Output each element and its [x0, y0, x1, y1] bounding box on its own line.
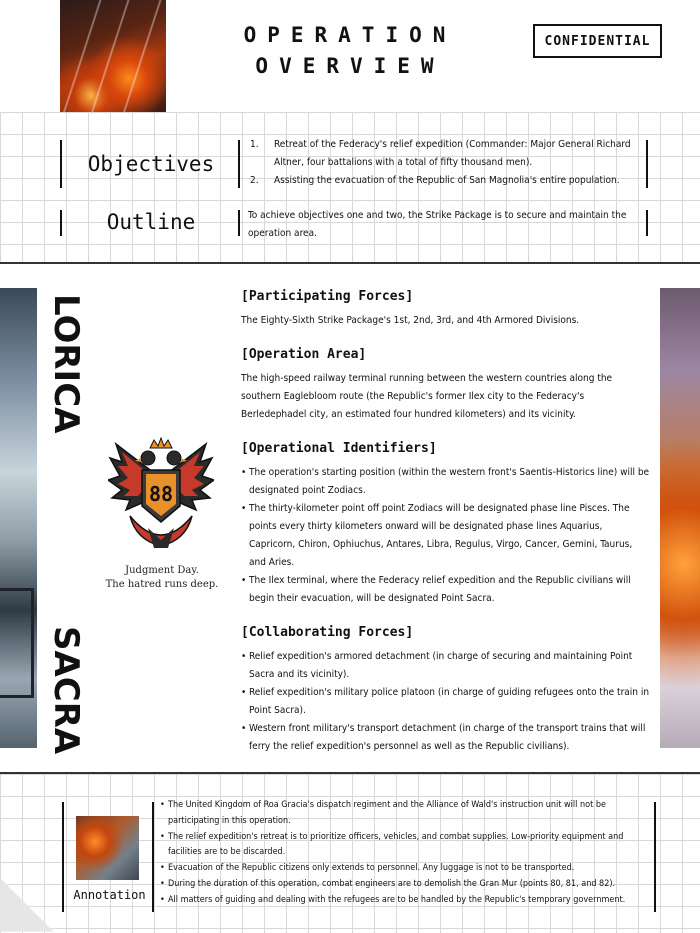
list-item-text: The United Kingdom of Roa Gracia's dispatch regiment and the Alliance of Wald's instruction unit will not be participating in this operation.: [168, 800, 606, 826]
battle-artwork-image: [660, 288, 700, 748]
list-item: • The thirty-kilometer point off point Zodiacs will be designated phase line Pisces. The points every thirty kilometers onward will be designated phase lines Aquarius, Capricorn, Chiron, Ophiuchus, Antares, Libra, Regulus, Virgo, Cancer, Gemini, Taurus, and Aries.: [241, 500, 651, 572]
list-item: • During the duration of this operation, combat engineers are to demolish the Gran Mur (points 80, 81, and 82).: [160, 877, 650, 893]
objective-text: Assisting the evacuation of the Republic of San Magnolia's entire population.: [274, 175, 620, 186]
operation-area-block: [241, 346, 651, 424]
divider-bar: [60, 210, 62, 236]
divider-bar: [238, 210, 240, 236]
divider-bar: [646, 140, 648, 188]
divider-bar: [60, 140, 62, 188]
annotation-list: [160, 798, 650, 909]
list-item: • Relief expedition's military police platoon (in charge of guiding refugees onto the train in Point Sacra).: [241, 684, 651, 720]
objective-number: 2.: [250, 175, 259, 186]
collaborating-forces-block: [241, 624, 651, 756]
list-item-text: Evacuation of the Republic citizens only extends to personnel. Any luggage is not to be transported.: [168, 863, 575, 874]
title-line-1: OPERATION: [243, 23, 457, 47]
operational-identifiers-heading: [Operational Identifiers]: [241, 441, 437, 456]
participating-forces-heading: [Participating Forces]: [241, 289, 414, 304]
emblem-caption-line: Judgment Day.: [125, 565, 199, 576]
list-item-text: All matters of guiding and dealing with the refugees are to be handled by the Republic's temporary government.: [168, 894, 626, 905]
list-item: • Evacuation of the Republic citizens only extends to personnel. Any luggage is not to be transported.: [160, 861, 650, 877]
objective-item: [250, 136, 645, 172]
list-item-text: Western front military's transport detachment (in charge of the transport trains that will ferry the relief expedition's personnel as well as the Republic civilians).: [249, 723, 646, 752]
annotation-label: Annotation: [73, 888, 146, 902]
operation-area-text: The high-speed railway terminal running between the western countries along the southern Eaglebloom route (the Republic's former Ilex city to the Federacy's Berledephadel city, an estimated four hundred kilometers) and its vicinity.: [241, 373, 613, 420]
list-item-text: Relief expedition's military police platoon (in charge of guiding refugees onto the train in Point Sacra).: [249, 687, 650, 716]
list-item-text: The operation's starting position (within the western front's Saentis-Historics line) will be designated point Zodiacs.: [249, 467, 650, 496]
operation-name-word-2: SACRA: [46, 625, 86, 754]
divider-bar: [654, 802, 656, 912]
objective-number: 1.: [250, 139, 259, 150]
divider-bar: [238, 140, 240, 188]
confidential-stamp: CONFIDENTIAL: [533, 24, 662, 58]
double-headed-eagle-emblem-icon: [108, 436, 214, 556]
emblem-caption-line: The hatred runs deep.: [105, 579, 219, 590]
list-item-text: During the duration of this operation, combat engineers are to demolish the Gran Mur (points 80, 81, and 82).: [168, 878, 616, 889]
objective-item: [250, 172, 645, 190]
divider-bar: [152, 802, 154, 912]
title-line-2: OVERVIEW: [255, 54, 445, 78]
annotation-section: [0, 774, 700, 933]
objective-text: Retreat of the Federacy's relief expedition (Commander: Major General Richard Altner, four battalions with a total of fifty thousand men).: [274, 139, 631, 168]
list-item-text: The Ilex terminal, where the Federacy relief expedition and the Republic civilians will begin their evacuation, will be designated Point Sacra.: [249, 575, 631, 604]
explosion-artwork-image: [76, 816, 139, 880]
list-item: • Relief expedition's armored detachment (in charge of securing and maintaining Point Sacra and its vicinity).: [241, 648, 651, 684]
emblem-glyph: 88: [148, 482, 174, 506]
header-section: [0, 0, 700, 262]
operation-name-word-1: LORICA: [46, 294, 86, 434]
fire-artwork-image: [60, 0, 166, 112]
list-item-text: Relief expedition's armored detachment (in charge of securing and maintaining Point Sacra and its vicinity).: [249, 651, 633, 680]
operation-name-vertical: [44, 294, 88, 754]
list-item-text: The thirty-kilometer point off point Zodiacs will be designated phase line Pisces. The points every thirty kilometers onward will be designated phase lines Aquarius, Capricorn, Chiron, Ophiuchus, Antares, Libra, Regulus, Virgo, Cancer, Gemini, Taurus, and Aries.: [249, 503, 633, 568]
list-item-text: The relief expedition's retreat is to prioritize officers, vehicles, and combat supplies. Low-priority equipment and facilities are to be discarded.: [168, 831, 624, 858]
collaborating-forces-heading: [Collaborating Forces]: [241, 625, 414, 640]
divider-bar: [646, 210, 648, 236]
list-item: • The Ilex terminal, where the Federacy relief expedition and the Republic civilians will begin their evacuation, will be designated Point Sacra.: [241, 572, 651, 608]
participating-forces-block: [241, 288, 651, 330]
page-title: [210, 20, 490, 82]
outline-text: To achieve objectives one and two, the Strike Package is to secure and maintain the operation area.: [248, 210, 627, 239]
operation-content: [241, 288, 651, 768]
mecha-artwork-image: [0, 288, 37, 748]
list-item: • Western front military's transport detachment (in charge of the transport trains that will ferry the relief expedition's personnel as well as the Republic civilians).: [241, 720, 651, 756]
list-item: • All matters of guiding and dealing with the refugees are to be handled by the Republic's temporary government.: [160, 893, 650, 909]
operational-identifiers-block: [241, 440, 651, 608]
outline-label: Outline: [106, 210, 196, 234]
list-item: • The operation's starting position (within the western front's Saentis-Historics line) will be designated point Zodiacs.: [241, 464, 651, 500]
watermark-shape: ◣: [0, 864, 54, 933]
emblem-caption: [98, 564, 226, 592]
objectives-label: Objectives: [87, 152, 215, 176]
list-item: • The relief expedition's retreat is to prioritize officers, vehicles, and combat supplies. Low-priority equipment and facilities are to be discarded.: [160, 830, 650, 862]
list-item: • The United Kingdom of Roa Gracia's dispatch regiment and the Alliance of Wald's instruction unit will not be participating in this operation.: [160, 798, 650, 830]
objectives-list: [250, 136, 645, 190]
operation-details-section: [0, 264, 700, 772]
participating-forces-text: The Eighty-Sixth Strike Package's 1st, 2nd, 3rd, and 4th Armored Divisions.: [241, 315, 580, 326]
operation-area-heading: [Operation Area]: [241, 347, 367, 362]
